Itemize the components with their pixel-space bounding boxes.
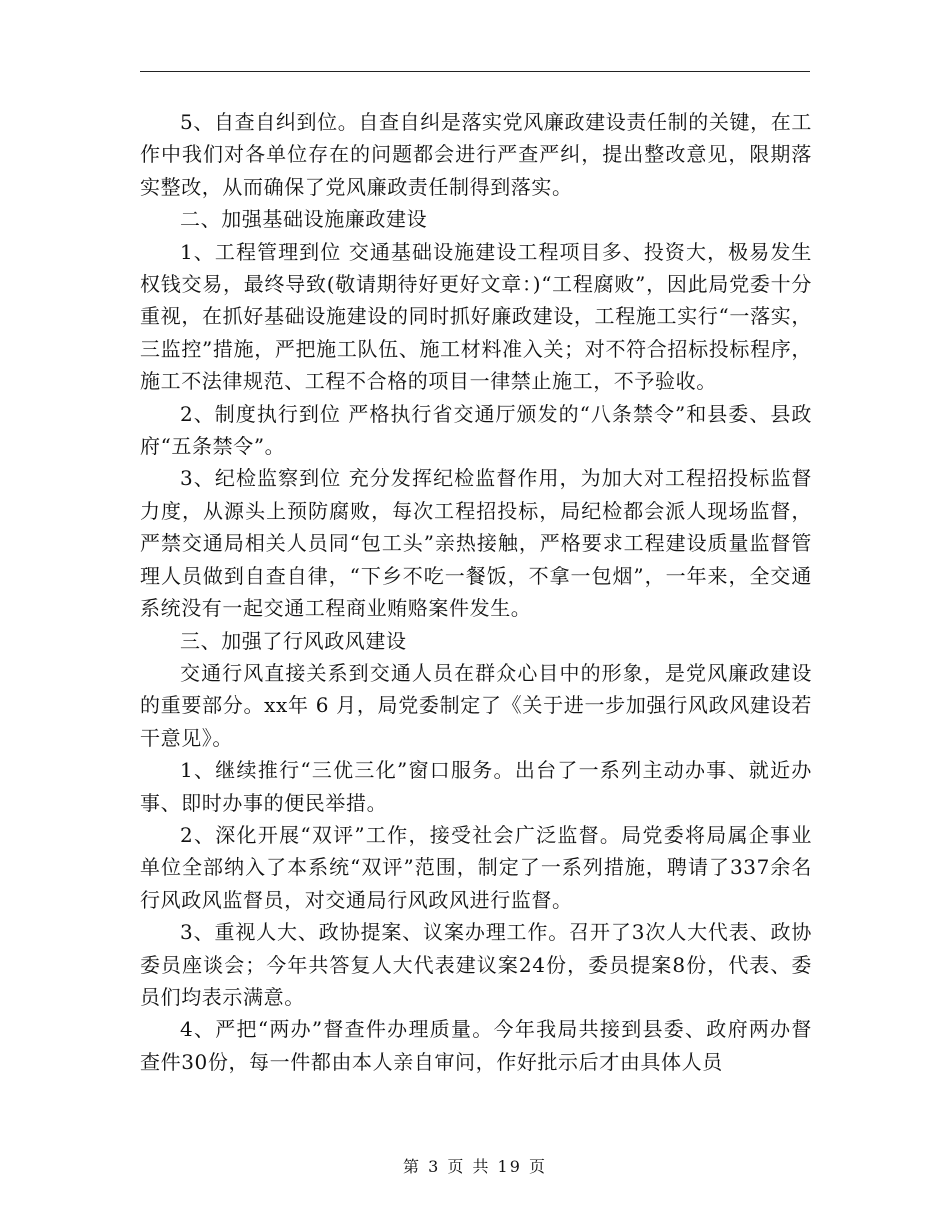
- paragraph-rule-enforcement: 2、制度执行到位 严格执行省交通厅颁发的“八条禁令”和县委、县政府“五条禁令”。: [140, 401, 812, 459]
- paragraph-proposals: 3、重视人大、政协提案、议案办理工作。召开了3次人大代表、政协委员座谈会；今年共答复人大代表建议案24份，委员提案8份，代表、委员们均表示满意。: [140, 920, 812, 1009]
- section-heading-infrastructure: 二、加强基础设施廉政建设: [180, 207, 428, 232]
- paragraph-conduct-intro: 交通行风直接关系到交通人员在群众心目中的形象，是党风廉政建设的重要部分。xx年 6 月，局党委制定了《关于进一步加强行风政风建设若干意见》。: [140, 660, 812, 750]
- paragraph-dual-evaluation: 2、深化开展“双评”工作，接受社会广泛监督。局党委将局属企事业单位全部纳入了本系统“双评”范围，制定了一系列措施，聘请了337余名行风政风监督员，对交通局行风政风进行监督。: [140, 822, 812, 912]
- page-number: 第 3 页 共 19 页: [403, 1157, 547, 1176]
- document-body: [140, 106, 812, 1078]
- paragraph-window-service: 1、继续推行“三优三化”窗口服务。出台了一系列主动办事、就近办事、即时办事的便民举措。: [140, 758, 812, 815]
- paragraph-project-management: 1、工程管理到位 交通基础设施建设工程项目多、投资大，极易发生权钱交易，最终导致(敬请期待好更好文章：)“工程腐败”，因此局党委十分重视，在抓好基础设施建设的同时抓好廉政建设，工程施工实行“一落实，三监控”措施，严把施工队伍、施工材料准入关；对不符合招标投标程序，施工不法律规范、工程不合格的项目一律禁止施工，不予验收。: [140, 239, 812, 394]
- paragraph-self-inspection: 5、自查自纠到位。自查自纠是落实党风廉政建设责任制的关键，在工作中我们对各单位存在的问题都会进行严查严纠，提出整改意见，限期落实整改，从而确保了党风廉政责任制得到落实。: [140, 110, 812, 199]
- header-rule: [140, 71, 810, 72]
- paragraph-supervision-cases: 4、严把“两办”督查件办理质量。今年我局共接到县委、政府两办督查件30份，每一件都由本人亲自审问，作好批示后才由具体人员: [140, 1017, 812, 1074]
- paragraph-discipline-supervision: 3、纪检监察到位 充分发挥纪检监督作用，为加大对工程招投标监督力度，从源头上预防腐败，每次工程招投标，局纪检都会派人现场监督，严禁交通局相关人员同“包工头”亲热接触，严格要求工程建设质量监督管理人员做到自查自律，“下乡不吃一餐饭，不拿一包烟”，一年来，全交通系统没有一起交通工程商业贿赂案件发生。: [140, 466, 812, 621]
- section-heading-conduct: 三、加强了行风政风建设: [180, 628, 407, 653]
